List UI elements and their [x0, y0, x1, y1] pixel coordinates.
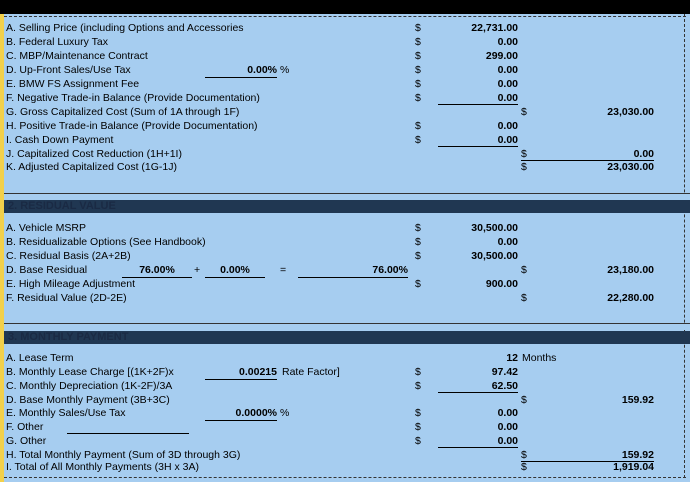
amount-cell[interactable]: 299.00 — [485, 50, 518, 62]
row-2d[interactable] — [0, 264, 690, 277]
dollar-sign: $ — [415, 50, 421, 62]
dollar-sign: $ — [415, 134, 421, 146]
row-label: J. Capitalized Cost Reduction (1H+1I) — [6, 148, 182, 160]
dollar-sign: $ — [415, 36, 421, 48]
dollar-sign: $ — [415, 78, 421, 90]
row-1f[interactable] — [0, 92, 690, 105]
amount-cell[interactable]: 0.00 — [497, 435, 518, 447]
row-label: E. BMW FS Assignment Fee — [6, 78, 140, 90]
row-label: C. MBP/Maintenance Contract — [6, 50, 148, 62]
row-label: B. Federal Luxury Tax — [6, 36, 108, 48]
dollar-sign: $ — [415, 250, 421, 262]
row-1b[interactable] — [0, 36, 690, 49]
amount-cell[interactable]: 22,731.00 — [471, 22, 518, 34]
total-cell[interactable]: 0.00 — [633, 148, 654, 160]
total-cell[interactable]: 22,280.00 — [607, 292, 654, 304]
row-label: F. Residual Value (2D-2E) — [6, 292, 127, 304]
subtotal-line — [438, 392, 518, 393]
row-label: A. Lease Term — [6, 352, 74, 364]
row-1i[interactable] — [0, 134, 690, 147]
dashed-border-top — [4, 16, 686, 17]
section-divider — [4, 193, 690, 200]
other-desc-input[interactable] — [67, 421, 189, 434]
dollar-sign: $ — [415, 407, 421, 419]
row-3a[interactable] — [0, 352, 690, 365]
row-2f[interactable] — [0, 292, 690, 305]
row-label: F. Negative Trade-in Balance (Provide Documentation) — [6, 92, 260, 104]
top-bar — [0, 0, 690, 14]
dollar-sign: $ — [415, 380, 421, 392]
row-label: E. Monthly Sales/Use Tax — [6, 407, 126, 419]
row-3d[interactable] — [0, 394, 690, 407]
row-1d[interactable] — [0, 64, 690, 77]
dollar-sign: $ — [415, 421, 421, 433]
row-label: B. Monthly Lease Charge [(1K+2F)x — [6, 366, 174, 378]
row-1k[interactable] — [0, 161, 690, 174]
row-label: D. Up-Front Sales/Use Tax — [6, 64, 131, 76]
row-label: A. Selling Price (including Options and Accessories — [6, 22, 244, 34]
total-cell[interactable]: 1,919.04 — [613, 461, 654, 473]
dashed-border-bottom — [4, 477, 686, 478]
row-2c[interactable] — [0, 250, 690, 263]
amount-cell[interactable]: 62.50 — [491, 380, 518, 392]
row-3f[interactable] — [0, 421, 690, 434]
amount-cell[interactable]: 0.00 — [497, 421, 518, 433]
dollar-sign: $ — [415, 236, 421, 248]
row-3b[interactable] — [0, 366, 690, 379]
row-label: D. Base Monthly Payment (3B+3C) — [6, 394, 170, 406]
subtotal-line — [438, 447, 518, 448]
row-1h[interactable] — [0, 120, 690, 133]
plus-sign: + — [194, 264, 201, 276]
dollar-sign: $ — [521, 292, 527, 304]
amount-cell[interactable]: 30,500.00 — [471, 250, 518, 262]
row-3e[interactable] — [0, 407, 690, 420]
dollar-sign: $ — [415, 120, 421, 132]
row-label: I. Total of All Monthly Payments (3H x 3A) — [6, 461, 199, 473]
dollar-sign: $ — [521, 148, 527, 160]
row-3c[interactable] — [0, 380, 690, 393]
row-1c[interactable] — [0, 50, 690, 63]
dollar-sign: $ — [415, 222, 421, 234]
row-3i[interactable] — [0, 461, 690, 474]
row-label: K. Adjusted Capitalized Cost (1G-1J) — [6, 161, 177, 173]
total-cell[interactable]: 159.92 — [621, 449, 654, 461]
tax-rate-input[interactable]: 0.00% — [205, 64, 277, 78]
amount-cell[interactable]: 900.00 — [485, 278, 518, 290]
row-label: C. Monthly Depreciation (1K-2F)/3A — [6, 380, 173, 392]
section-header-monthly: 3. MONTHLY PAYMENT — [4, 331, 690, 344]
dollar-sign: $ — [415, 92, 421, 104]
dollar-sign: $ — [415, 64, 421, 76]
lease-term-cell[interactable]: 12 — [506, 352, 518, 364]
row-label: E. High Mileage Adjustment — [6, 278, 135, 290]
total-cell[interactable]: 23,180.00 — [607, 264, 654, 276]
months-label: Months — [522, 352, 557, 364]
amount-cell[interactable]: 0.00 — [497, 236, 518, 248]
dollar-sign: $ — [521, 264, 527, 276]
amount-cell[interactable]: 0.00 — [497, 36, 518, 48]
amount-cell[interactable]: 30,500.00 — [471, 222, 518, 234]
amount-cell[interactable]: 0.00 — [497, 78, 518, 90]
total-cell[interactable]: 23,030.00 — [607, 106, 654, 118]
row-2a[interactable] — [0, 222, 690, 235]
amount-cell[interactable]: 97.42 — [491, 366, 518, 378]
total-cell[interactable]: 159.92 — [621, 394, 654, 406]
row-label: I. Cash Down Payment — [6, 134, 114, 146]
dollar-sign: $ — [521, 461, 527, 473]
section-divider — [4, 323, 690, 330]
row-label: B. Residualizable Options (See Handbook) — [6, 236, 206, 248]
row-label: A. Vehicle MSRP — [6, 222, 86, 234]
row-2e[interactable] — [0, 278, 690, 291]
adjust-residual-pct[interactable]: 0.00% — [205, 264, 265, 278]
amount-cell[interactable]: 0.00 — [497, 407, 518, 419]
dollar-sign: $ — [415, 278, 421, 290]
row-label: C. Residual Basis (2A+2B) — [6, 250, 131, 262]
row-label: G. Other — [6, 435, 47, 447]
row-2b[interactable] — [0, 236, 690, 249]
amount-cell[interactable]: 0.00 — [497, 64, 518, 76]
row-1e[interactable] — [0, 78, 690, 91]
row-label: F. Other — [6, 421, 44, 433]
dollar-sign: $ — [521, 394, 527, 406]
amount-cell[interactable]: 0.00 — [497, 120, 518, 132]
equals-sign: = — [280, 264, 287, 276]
total-cell[interactable]: 23,030.00 — [607, 161, 654, 173]
row-label: H. Total Monthly Payment (Sum of 3D through 3G) — [6, 449, 241, 461]
amount-cell[interactable]: 0.00 — [497, 134, 518, 146]
dollar-sign: $ — [521, 161, 527, 173]
row-label: G. Gross Capitalized Cost (Sum of 1A through 1F) — [6, 106, 240, 118]
base-residual-pct[interactable]: 76.00% — [122, 264, 192, 278]
row-1a[interactable] — [0, 22, 690, 35]
section-header-residual: 2. RESIDUAL VALUE — [4, 200, 690, 213]
row-1g[interactable] — [0, 106, 690, 119]
row-3g[interactable] — [0, 435, 690, 448]
dollar-sign: $ — [415, 366, 421, 378]
subtotal-line — [438, 104, 518, 105]
row-label: D. Base Residual — [6, 264, 88, 276]
dollar-sign: $ — [415, 435, 421, 447]
row-label: H. Positive Trade-in Balance (Provide Documentation) — [6, 120, 258, 132]
rate-factor-label: Rate Factor] — [282, 366, 340, 378]
rate-factor-input[interactable]: 0.00215 — [205, 366, 277, 380]
monthly-tax-rate-input[interactable]: 0.0000% — [205, 407, 277, 421]
subtotal-line — [438, 146, 518, 147]
dollar-sign: $ — [521, 106, 527, 118]
dollar-sign: $ — [415, 22, 421, 34]
percent-sign: % — [280, 64, 290, 76]
dollar-sign: $ — [521, 449, 527, 461]
amount-cell[interactable]: 0.00 — [497, 92, 518, 104]
percent-sign: % — [280, 407, 290, 419]
total-residual-pct: 76.00% — [298, 264, 408, 278]
